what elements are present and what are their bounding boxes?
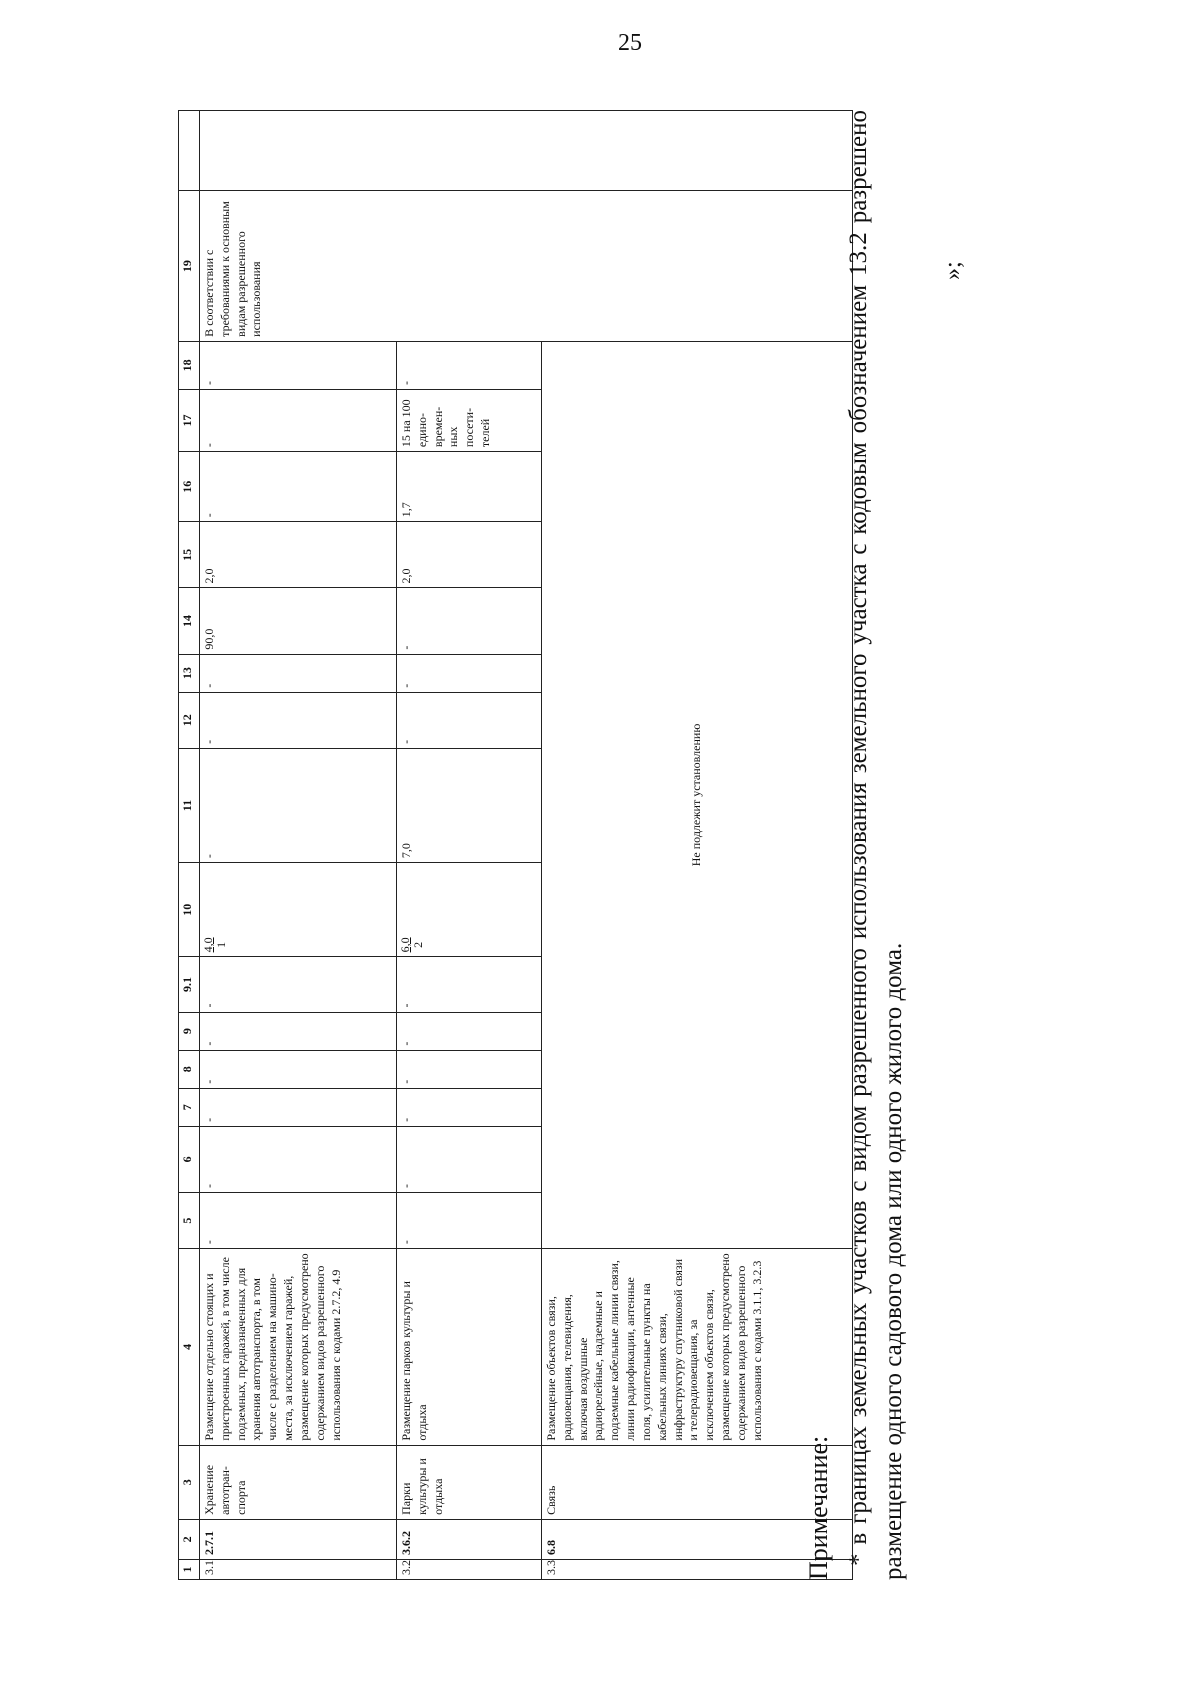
cell: -: [200, 654, 397, 692]
fraction-denominator: 1: [214, 941, 229, 948]
not-established-cell: Не подлежит установлению: [542, 341, 853, 1248]
cell: -: [200, 452, 397, 522]
regulations-table-region: [178, 110, 868, 1580]
header-cell: 5: [179, 1193, 200, 1249]
header-cell: 19: [179, 191, 200, 341]
cell: -: [200, 389, 397, 451]
header-cell: 4: [179, 1249, 200, 1446]
cell: 7,0: [397, 748, 542, 862]
cell: -: [397, 654, 542, 692]
fraction-denominator: 2: [411, 941, 426, 948]
cell: -: [200, 1126, 397, 1192]
header-cell: 17: [179, 389, 200, 451]
header-cell: 8: [179, 1050, 200, 1088]
header-row: [179, 111, 200, 1580]
table-row: [200, 111, 397, 1580]
header-cell: 18: [179, 341, 200, 389]
cell: -: [200, 1012, 397, 1050]
header-cell: 13: [179, 654, 200, 692]
header-cell: 16: [179, 452, 200, 522]
cell: -: [397, 1126, 542, 1192]
use-description: Размещение объектов связи, радиовещания, телевидения, включая воздушные радиорелейные, надземные и подземные кабельные линии связи, линии радиофикации, антенные поля, усилительные пункты на кабельных линиях связи, инфраструктуру спутниковой связи и телерадиовещания, за исключением объектов связи, размещение которых предусмотрено содержанием видов разрешенного использования с кодами 3.1.1, 3.2.3: [542, 1249, 853, 1446]
use-code: 3.6.2: [397, 1519, 542, 1559]
header-cell: 9.1: [179, 957, 200, 1012]
header-cell: 9: [179, 1012, 200, 1050]
cell-fraction: [397, 863, 542, 957]
regulations-table: [178, 110, 853, 1580]
use-name: Хранение автотран-спорта: [200, 1445, 397, 1519]
note-text: * в границах земельных участков с видом разрешенного использования земельного участка с кодовым обозначением 13.2 разрешено размещение одного садового дома или одного жилого дома.: [845, 110, 907, 1580]
cell: -: [200, 341, 397, 389]
use-name: Связь: [542, 1445, 853, 1519]
cell: -: [397, 1050, 542, 1088]
cell: -: [397, 1012, 542, 1050]
row-number: 3.2: [397, 1559, 542, 1579]
use-description: Размещение отдельно стоящих и пристроенных гаражей, в том числе подземных, предназначенных для хранения автотранспорта, в том числе с разделением на машино-места, за исключением гаражей, размещение которых предусмотрено содержанием видов разрешенного использования с кодами 2.7.2, 4.9: [200, 1249, 397, 1446]
cell: -: [200, 692, 397, 748]
requirements-cell: В соответствии с требованиями к основным видам разрешенного использования: [200, 191, 853, 341]
use-description: Размещение парков культуры и отдыха: [397, 1249, 542, 1446]
cell: -: [397, 1088, 542, 1126]
header-cell: 11: [179, 748, 200, 862]
header-cell: 2: [179, 1519, 200, 1559]
header-cell: 1: [179, 1559, 200, 1579]
header-cell: 12: [179, 692, 200, 748]
cell: -: [200, 1193, 397, 1249]
cell: 1,7: [397, 452, 542, 522]
cell: 2,0: [200, 522, 397, 588]
cell: -: [200, 1088, 397, 1126]
header-cell: 6: [179, 1126, 200, 1192]
note-block: [800, 110, 1000, 1580]
header-cell: 10: [179, 863, 200, 957]
row-number: 3.3: [542, 1559, 853, 1579]
note-title: Примечание:: [804, 1435, 833, 1580]
header-cell: 14: [179, 588, 200, 654]
fraction-numerator: 4,0: [201, 937, 215, 953]
use-code: 6.8: [542, 1519, 853, 1559]
cell: -: [397, 1193, 542, 1249]
cell: -: [200, 748, 397, 862]
use-code: 2.7.1: [200, 1519, 397, 1559]
cell: -: [397, 692, 542, 748]
closing-quote-mark: »;: [940, 261, 966, 280]
fraction-numerator: 6,0: [398, 937, 412, 953]
header-cell: 7: [179, 1088, 200, 1126]
cell: -: [200, 957, 397, 1012]
page-number: 25: [618, 30, 642, 56]
table-tail-cell: [200, 111, 853, 191]
header-cell: 15: [179, 522, 200, 588]
cell: -: [397, 588, 542, 654]
table-tail-cell: [179, 111, 200, 191]
cell: 15 на 100 едино-времен-ных посети-телей: [397, 389, 542, 451]
cell: 90,0: [200, 588, 397, 654]
row-number: 3.1: [200, 1559, 397, 1579]
header-cell: 3: [179, 1445, 200, 1519]
cell: -: [397, 957, 542, 1012]
cell-fraction: [200, 863, 397, 957]
cell: -: [200, 1050, 397, 1088]
cell: -: [397, 341, 542, 389]
cell: 2,0: [397, 522, 542, 588]
use-name: Парки культуры и отдыха: [397, 1445, 542, 1519]
